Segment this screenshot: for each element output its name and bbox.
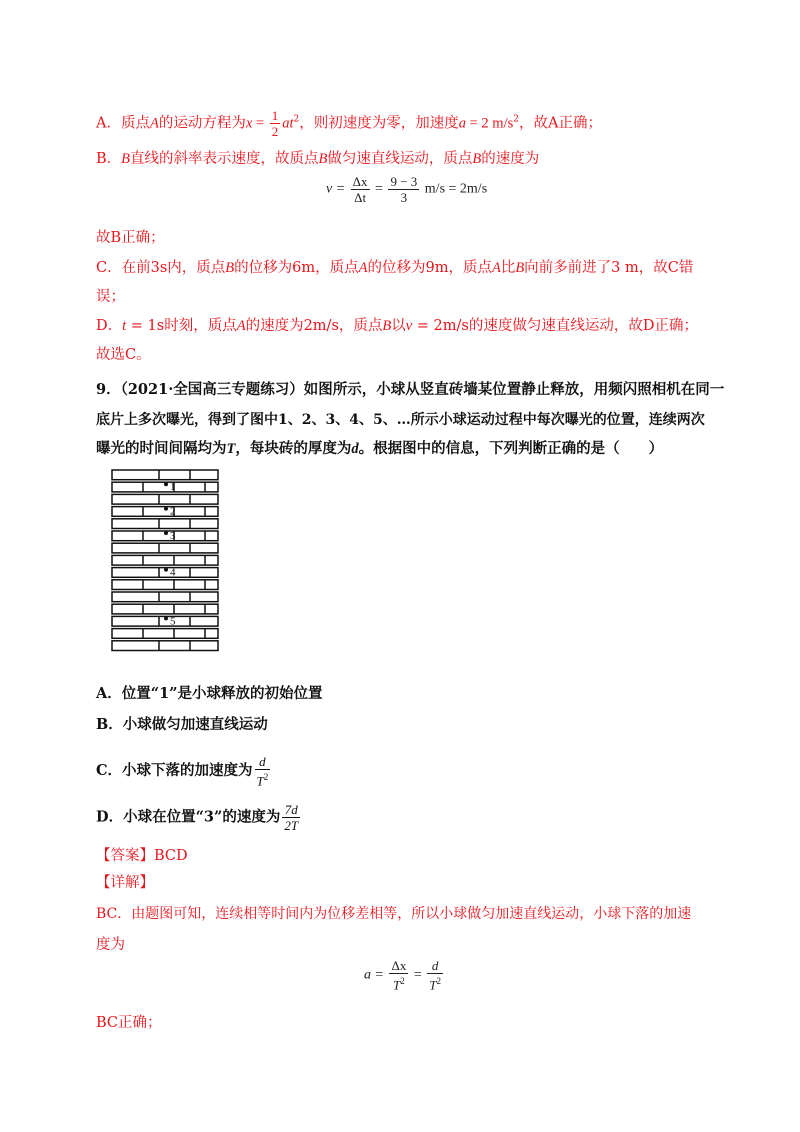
brick-wall-figure (110, 466, 222, 662)
option-c-explanation: C．在前3s内，质点B的位移为6m，质点A的位移为9m，质点A比B向前多前进了3 m，故C错 (96, 260, 694, 276)
fraction-half: $\frac{1}{2}$ (271, 108, 279, 139)
position-label-5: 5 (170, 615, 176, 628)
explanation-label: 【详解】 (96, 875, 154, 891)
explanation-line-1: BC．由题图可知，连续相等时间内为位移差相等，所以小球做匀加速直线运动，小球下落的加速 (96, 906, 692, 922)
ball-position-2 (164, 507, 168, 511)
choose-answer: 故选C。 (96, 347, 151, 363)
position-label-2: 2 (170, 505, 176, 518)
brick-row (112, 629, 218, 639)
brick-row (112, 592, 218, 602)
ball-position-4 (164, 568, 168, 572)
option-a-explanation: A．质点A的运动方程为x = $\frac{1}{2}$ $at^2$，则初速度为零，加速度a = 2 $m/s^2$，故A正确； (96, 108, 602, 139)
equation-velocity: v = $\frac{\Delta x}{\Delta t}$ = $\frac{9 - 3}{3}$ m/s = 2m/s (326, 174, 488, 205)
explanation-conclusion: BC正确； (96, 1015, 162, 1031)
equation-acceleration: a = $\frac{\Delta x}{T^2}$ = $\frac{d}{T^2}$ (364, 958, 441, 993)
symbol-x: x (245, 115, 253, 132)
brick-row (112, 555, 218, 565)
text: ，则初速度为零，加速度 (299, 115, 459, 132)
question-9-line-2: 底片上多次曝光，得到了图中1、2、3、4、5、…所示小球运动过程中每次曝光的位置，连续两次 (96, 412, 705, 428)
option-d: D．小球在位置“3”的速度为 $\frac{7d}{2T}$ (96, 802, 299, 833)
question-9-line-1: 9．（2021·全国高三专题练习）如图所示，小球从竖直砖墙某位置静止释放，用频闪照相机在同一 (96, 381, 725, 398)
option-b-explanation: B．B直线的斜率表示速度，故质点B做匀速直线运动，质点B的速度为 (96, 151, 540, 167)
ball-position-1 (164, 482, 168, 486)
symbol-A: A (149, 115, 159, 132)
text: A．质点 (96, 115, 150, 132)
symbol-a: a (458, 115, 466, 132)
option-b: B．小球做匀加速直线运动 (96, 716, 268, 733)
ball-position-5 (164, 616, 168, 620)
text: 的运动方程为 (158, 115, 246, 132)
option-c: C．小球下落的加速度为 $\frac{d}{T^2}$ (96, 754, 269, 789)
position-label-4: 4 (170, 566, 176, 579)
brick-row (112, 580, 218, 590)
position-label-3: 3 (170, 530, 176, 542)
brick-row (112, 604, 218, 614)
term-at: at (282, 115, 294, 132)
text: ，故A正确； (518, 115, 602, 132)
explanation-line-2: 度为 (96, 937, 125, 953)
option-d-explanation: D．t = 1s时刻，质点A的速度为2m/s，质点B以v = 2m/s的速度做匀速直线运动，故D正确； (96, 318, 698, 334)
text: = 2 m/s (465, 115, 514, 132)
option-a: A．位置“1”是小球释放的初始位置 (96, 685, 323, 702)
option-c-continued: 误； (96, 289, 125, 305)
position-label-1: 1 (170, 481, 176, 494)
brick-row (112, 470, 218, 480)
option-b-conclusion: 故B正确； (96, 230, 165, 246)
ball-position-3 (164, 531, 168, 535)
brick-row (112, 641, 218, 651)
question-9-line-3: 曝光的时间间隔均为T，每块砖的厚度为d。根据图中的信息，下列判断正确的是（ ） (96, 440, 664, 457)
brick-row (112, 543, 218, 553)
brick-row (112, 519, 218, 529)
answer: 【答案】BCD (96, 848, 188, 864)
brick-row (112, 494, 218, 504)
